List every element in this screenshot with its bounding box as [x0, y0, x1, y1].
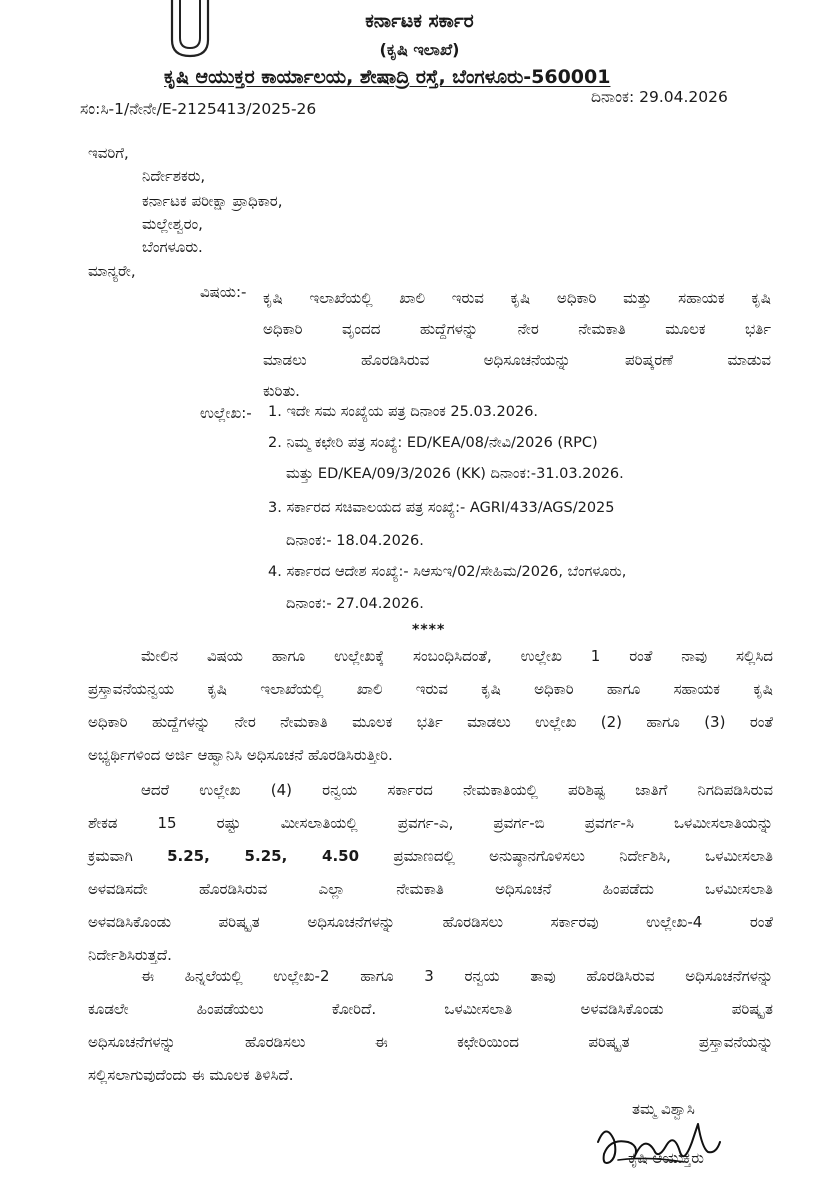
reference-number: ಸಂ:ಸಿ-1/ನೇನೇ/E-2125413/2025-26: [80, 100, 317, 118]
reference-item-3-cont: ದಿನಾಂಕ:- 18.04.2026.: [286, 533, 424, 549]
office-address: ಕೃಷಿ ಆಯುಕ್ತರ ಕಾರ್ಯಾಲಯ, ಶೇಷಾದ್ರಿ ರಸ್ತೆ, ಬೆಂಗಳೂರು-560001: [164, 66, 611, 88]
signatory-designation: ಕೃಷಿ ಆಯುಕ್ತರು: [628, 1149, 704, 1167]
paragraph-2-line: ಅಳವಡಿಸಿಕೊಂಡು ಪರಿಷ್ಕೃತ ಅಧಿಸೂಚನೆಗಳನ್ನು ಹೊರಡಿಸಲು ಸರ್ಕಾರವು ಉಲ್ಲೇಖ-4 ರಂತೆ: [88, 913, 773, 931]
paragraph-3-line: ಕೂಡಲೇ ಹಿಂಪಡೆಯಲು ಕೋರಿದೆ. ಒಳಮೀಸಲಾತಿ ಅಳವಡಿಸಿಕೊಂಡು ಪರಿಷ್ಕೃತ: [88, 1000, 773, 1018]
recipient-line: ಬೆಂಗಳೂರು.: [142, 238, 203, 256]
reference-item-1: 1. ಇದೇ ಸಮ ಸಂಖ್ಯೆಯ ಪತ್ರ ದಿನಾಂಕ 25.03.2026.: [268, 404, 539, 420]
paragraph-2: [88, 774, 773, 972]
recipient-to: ಇವರಿಗೆ,: [88, 144, 129, 162]
recipient-line: ಮಲ್ಲೇಶ್ವರಂ,: [142, 215, 203, 233]
paragraph-1: [88, 640, 773, 772]
paragraph-3-line: ಸಲ್ಲಿಸಲಾಗುವುದೆಂದು ಈ ಮೂಲಕ ತಿಳಿಸಿದೆ.: [88, 1066, 294, 1084]
paragraph-2-line: ಅಳವಡಿಸದೇ ಹೊರಡಿಸಿರುವ ಎಲ್ಲಾ ನೇಮಕಾತಿ ಅಧಿಸೂಚನೆ ಹಿಂಪಡೆದು ಒಳಮೀಸಲಾತಿ: [88, 880, 773, 898]
subject-line: ಕೃಷಿ ಇಲಾಖೆಯಲ್ಲಿ ಖಾಲಿ ಇರುವ ಕೃಷಿ ಅಧಿಕಾರಿ ಮತ್ತು ಸಹಾಯಕ ಕೃಷಿ: [263, 289, 771, 307]
paragraph-1-line: ಮೇಲಿನ ವಿಷಯ ಹಾಗೂ ಉಲ್ಲೇಖಕ್ಕೆ ಸಂಬಂಧಿಸಿದಂತೆ, ಉಲ್ಲೇಖ 1 ರಂತೆ ನಾವು ಸಲ್ಲಿಸಿದ: [141, 647, 773, 665]
paragraph-2-line: ಆದರೆ ಉಲ್ಲೇಖ (4) ರನ್ವಯ ಸರ್ಕಾರದ ನೇಮಕಾತಿಯಲ್ಲಿ ಪರಿಶಿಷ್ಟ ಜಾತಿಗೆ ನಿಗದಿಪಡಿಸಿರುವ: [141, 781, 773, 799]
paragraph-2-line: ಶೇಕಡ 15 ರಷ್ಟು ಮೀಸಲಾತಿಯಲ್ಲಿ ಪ್ರವರ್ಗ-ಎ, ಪ್ರವರ್ಗ-ಬಿ ಪ್ರವರ್ಗ-ಸಿ ಒಳಮೀಸಲಾತಿಯನ್ನು: [88, 814, 773, 832]
reference-item-4: 4. ಸರ್ಕಾರದ ಆದೇಶ ಸಂಖ್ಯೆ:- ಸಿಆಸುಇ/02/ಸೇಹಿಮ/2026, ಬೆಂಗಳೂರು,: [268, 564, 627, 580]
subject-line: ಅಧಿಕಾರಿ ವೃಂದದ ಹುದ್ದೆಗಳನ್ನು ನೇರ ನೇಮಕಾತಿ ಮೂಲಕ ಭರ್ತಿ: [263, 320, 771, 338]
paragraph-2-line3-end: ಪ್ರಮಾಣದಲ್ಲಿ ಅನುಷ್ಠಾನಗೊಳಿಸಲು ನಿರ್ದೇಶಿಸಿ, ಒಳಮೀಸಲಾತಿ: [393, 847, 773, 865]
paragraph-1-line: ಅಭ್ಯರ್ಥಿಗಳಿಂದ ಅರ್ಜಿ ಆಹ್ವಾನಿಸಿ ಅಧಿಸೂಚನೆ ಹೊರಡಿಸಿರುತ್ತೀರಿ.: [88, 746, 393, 764]
paragraph-3-line: ಈ ಹಿನ್ನಲೆಯಲ್ಲಿ ಉಲ್ಲೇಖ-2 ಹಾಗೂ 3 ರನ್ವಯ ತಾವು ಹೊರಡಿಸಿರುವ ಅಧಿಸೂಚನೆಗಳನ್ನು: [141, 967, 773, 985]
subject-label: ವಿಷಯ:-: [200, 283, 247, 301]
separator-stars: ****: [412, 622, 446, 638]
reference-item-2-cont: ಮತ್ತು ED/KEA/09/3/2026 (KK) ದಿನಾಂಕ:-31.03.2026.: [286, 466, 624, 482]
recipient-line: ನಿರ್ದೇಶಕರು,: [142, 167, 206, 185]
subject-line: ಮಾಡಲು ಹೊರಡಿಸಿರುವ ಅಧಿಸೂಚನೆಯನ್ನು ಪರಿಷ್ಕರಣೆ ಮಾಡುವ: [263, 351, 771, 369]
department-title: (ಕೃಷಿ ಇಲಾಖೆ): [379, 40, 460, 59]
paragraph-3: [88, 960, 773, 1092]
paragraph-1-line: ಅಧಿಕಾರಿ ಹುದ್ದೆಗಳನ್ನು ನೇರ ನೇಮಕಾತಿ ಮೂಲಕ ಭರ್ತಿ ಮಾಡಲು ಉಲ್ಲೇಖ (2) ಹಾಗೂ (3) ರಂತೆ: [88, 713, 773, 731]
recipient-line: ಕರ್ನಾಟಕ ಪರೀಕ್ಷಾ ಪ್ರಾಧಿಕಾರ,: [142, 192, 283, 210]
paragraph-3-line: ಅಧಿಸೂಚನೆಗಳನ್ನು ಹೊರಡಿಸಲು ಈ ಕಛೇರಿಯಿಂದ ಪರಿಷ್ಕೃತ ಪ್ರಸ್ತಾವನೆಯನ್ನು: [88, 1033, 773, 1051]
quota-values: 5.25, 5.25, 4.50: [167, 847, 360, 865]
paragraph-2-line3-start: ಕ್ರಮವಾಗಿ: [88, 847, 133, 865]
reference-item-4-cont: ದಿನಾಂಕ:- 27.04.2026.: [286, 596, 424, 612]
paragraph-2-line: ನಿರ್ದೇಶಿಸಿರುತ್ತದೆ.: [88, 946, 172, 964]
valediction: ತಮ್ಮ ವಿಶ್ವಾಸಿ: [632, 1100, 695, 1118]
reference-item-2: 2. ನಿಮ್ಮ ಕಛೇರಿ ಪತ್ರ ಸಂಖ್ಯೆ: ED/KEA/08/ನೇವಿ/2026 (RPC): [268, 435, 598, 451]
paragraph-2-line-with-quotas: [88, 840, 773, 873]
government-title: ಕರ್ನಾಟಕ ಸರ್ಕಾರ: [365, 10, 474, 32]
salutation: ಮಾನ್ಯರೇ,: [88, 262, 136, 280]
letter-date: ದಿನಾಂಕ: 29.04.2026: [591, 88, 728, 106]
references-label: ಉಲ್ಲೇಖ:-: [200, 404, 252, 422]
paragraph-1-line: ಪ್ರಸ್ತಾವನೆಯನ್ವಯ ಕೃಷಿ ಇಲಾಖೆಯಲ್ಲಿ ಖಾಲಿ ಇರುವ ಕೃಷಿ ಅಧಿಕಾರಿ ಹಾಗೂ ಸಹಾಯಕ ಕೃಷಿ: [88, 680, 773, 698]
subject-line: ಕುರಿತು.: [263, 382, 300, 400]
reference-item-3: 3. ಸರ್ಕಾರದ ಸಚಿವಾಲಯದ ಪತ್ರ ಸಂಖ್ಯೆ:- AGRI/433/AGS/2025: [268, 500, 615, 516]
